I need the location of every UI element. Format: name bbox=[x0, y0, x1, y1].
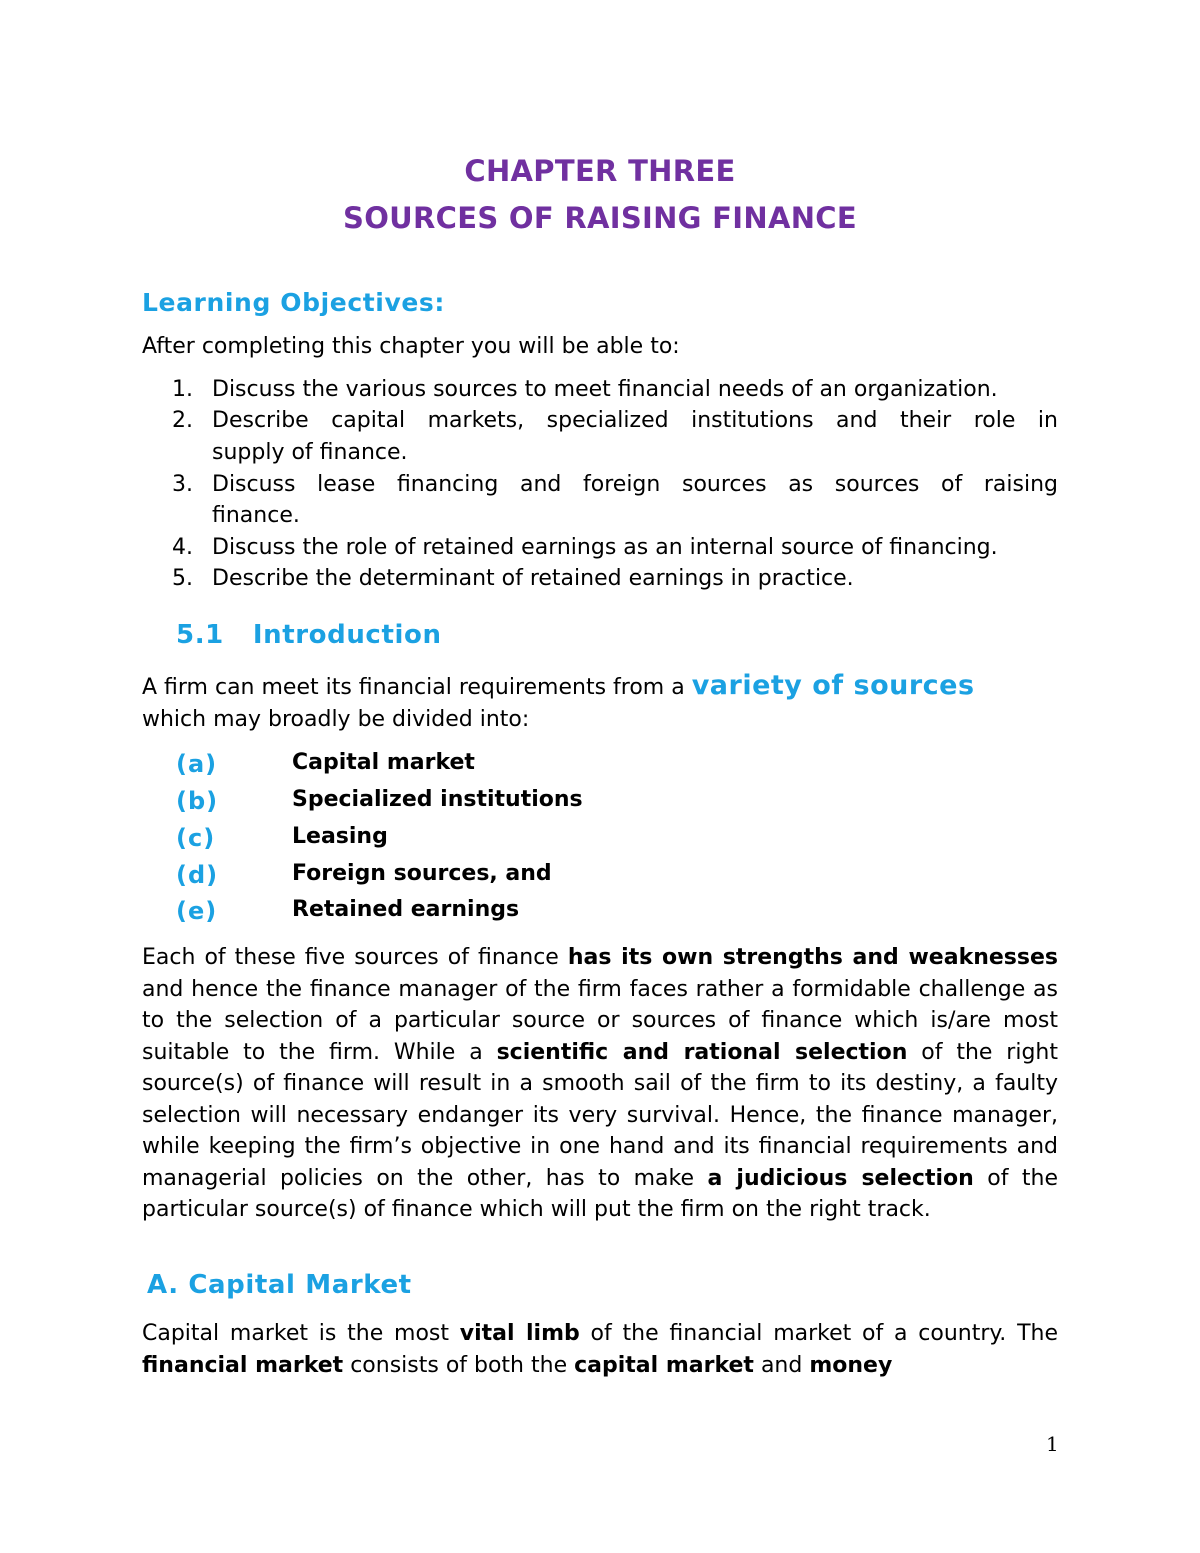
introduction-heading: 5.1 Introduction bbox=[176, 620, 442, 650]
objective-text: Discuss the role of retained earnings as an internal source of financing. bbox=[212, 535, 998, 560]
source-label: (b) bbox=[176, 787, 219, 815]
objective-text: Describe capital markets, specialized institutions and their role in bbox=[212, 408, 1058, 433]
source-item bbox=[0, 750, 1200, 782]
objective-text: finance. bbox=[212, 503, 300, 528]
objective-number: 4. bbox=[172, 535, 193, 560]
text-run: consists of both the bbox=[343, 1352, 575, 1378]
objective-number: 5. bbox=[172, 566, 193, 591]
learning-objectives-heading: Learning Objectives: bbox=[142, 288, 445, 317]
sources-discussion-paragraph bbox=[142, 942, 1058, 1226]
text-run: and bbox=[753, 1352, 810, 1378]
source-item bbox=[0, 897, 1200, 929]
text-run: Capital market is the most bbox=[142, 1321, 460, 1346]
capital-market-heading: A. Capital Market bbox=[147, 1270, 412, 1300]
source-item bbox=[0, 824, 1200, 856]
bold-run: money bbox=[809, 1352, 893, 1378]
objective-number: 2. bbox=[172, 408, 193, 433]
introduction-paragraph-cont: which may broadly be divided into: bbox=[142, 707, 530, 732]
text-run: and hence the finance manager of the firm faces rather a formidable challenge as to the selection of a particular source or sources of finance which is/are most suitable to the firm. While a bbox=[142, 976, 1058, 1065]
text-run: of the right source(s) of finance will result in a smooth sail of the firm to its destiny, a faulty selection will necessary endanger its very survival. Hence, the finance manager, while keeping the firm’s objective in one hand and its financial requirements and managerial policies on the other, has to make bbox=[142, 1039, 1059, 1191]
objectives-intro: After completing this chapter you will be able to: bbox=[142, 334, 680, 359]
bold-run: financial market bbox=[142, 1352, 344, 1378]
bold-run: vital limb bbox=[459, 1321, 580, 1346]
capital-market-paragraph bbox=[142, 1318, 1058, 1381]
introduction-paragraph bbox=[142, 670, 1058, 704]
source-label: (d) bbox=[176, 861, 219, 889]
objective-number: 3. bbox=[172, 472, 193, 497]
bold-run: a judicious selection bbox=[707, 1165, 974, 1191]
objective-text: Discuss the various sources to meet financial needs of an organization. bbox=[212, 377, 998, 402]
source-text: Leasing bbox=[292, 824, 388, 849]
chapter-title: CHAPTER THREE bbox=[464, 154, 736, 188]
text-run: A firm can meet its financial requirements from a bbox=[142, 675, 692, 700]
source-label: (c) bbox=[176, 824, 216, 852]
source-item bbox=[0, 861, 1200, 893]
objective-text: supply of finance. bbox=[212, 440, 408, 465]
objective-text: Describe the determinant of retained earnings in practice. bbox=[212, 566, 854, 591]
source-text: Specialized institutions bbox=[292, 787, 583, 812]
source-label: (a) bbox=[176, 750, 218, 778]
text-run: of the financial market of a country. The bbox=[579, 1321, 1058, 1346]
bold-run: scientific and rational selection bbox=[496, 1039, 908, 1065]
chapter-subtitle: SOURCES OF RAISING FINANCE bbox=[343, 201, 857, 235]
bold-run: capital market bbox=[574, 1352, 754, 1378]
source-text: Foreign sources, and bbox=[292, 861, 552, 886]
objective-number: 1. bbox=[172, 377, 193, 402]
bold-run: has its own strengths and weaknesses bbox=[567, 945, 1058, 970]
source-text: Capital market bbox=[292, 750, 475, 775]
text-run: of the particular source(s) of finance which will put the firm on the right track. bbox=[142, 1165, 1059, 1222]
source-text: Retained earnings bbox=[292, 897, 520, 922]
source-item bbox=[0, 787, 1200, 819]
variety-highlight: variety of sources bbox=[691, 670, 975, 701]
text-run: Each of these five sources of finance bbox=[142, 945, 568, 970]
objective-text: Discuss lease financing and foreign sources as sources of raising bbox=[212, 472, 1058, 497]
page-number: 1 bbox=[1046, 1432, 1059, 1456]
source-label: (e) bbox=[176, 897, 218, 925]
